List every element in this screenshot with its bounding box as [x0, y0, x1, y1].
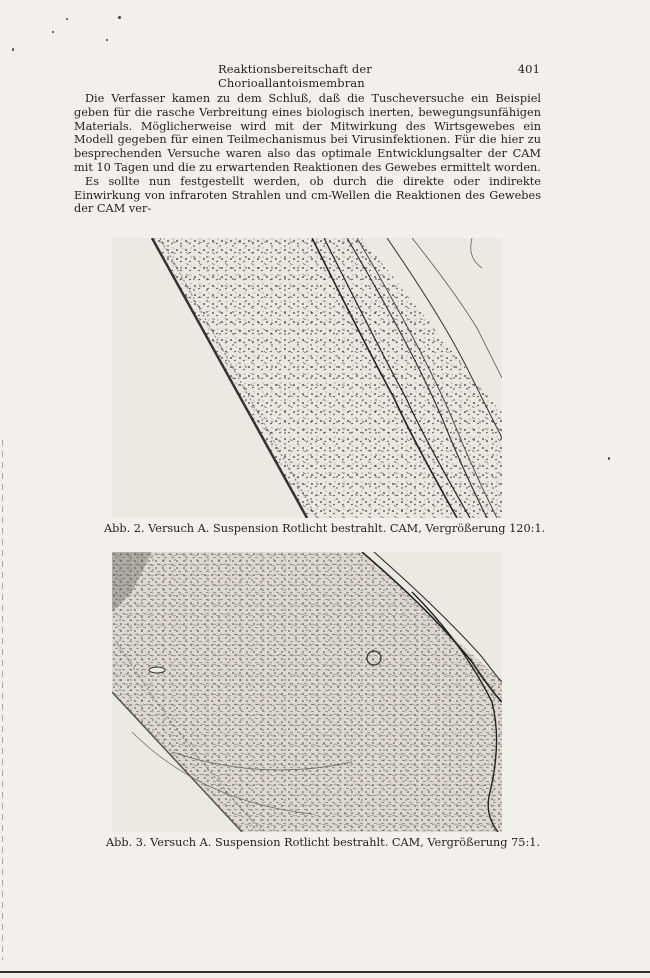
- running-header: [218, 62, 540, 90]
- micrograph-image: [112, 238, 502, 518]
- scan-speck: [12, 48, 14, 51]
- scan-speck: [118, 16, 121, 19]
- running-title: Reaktionsbereitschaft der Chorioallantoismembran: [218, 62, 372, 90]
- scan-margin-artifact: [2, 440, 3, 960]
- figure-micrograph-2: [112, 238, 502, 518]
- paragraph: Die Verfasser kamen zu dem Schluß, daß die Tuscheversuche ein Beispiel geben für die rasche Verbreitung eines biologisch inerten, bewegungsunfähigen Materials. Möglicherweise wird mit der Mitwirkung des Wirtsgewebes ein Modell gegeben für einen Teilmechanismus bei Virusinfektionen. Für die hier zu besprechenden Versuche waren also das optimale Entwicklungsalter der CAM mit 10 Tagen und die zu erwartenden Reaktionen des Gewebes ermittelt worden.: [74, 92, 541, 174]
- figure-caption: Abb. 2. Versuch A. Suspension Rotlicht bestrahlt. CAM, Vergrößerung 120:1.: [104, 522, 546, 535]
- scan-speck: [608, 457, 610, 460]
- scan-bottom-edge: [0, 971, 650, 973]
- scan-speck: [52, 31, 54, 33]
- scan-speck: [106, 39, 108, 41]
- micrograph-image: [112, 552, 502, 832]
- figure-micrograph-3: [112, 552, 502, 832]
- body-text: [74, 92, 541, 216]
- figure-caption: Abb. 3. Versuch A. Suspension Rotlicht bestrahlt. CAM, Vergrößerung 75:1.: [106, 836, 541, 849]
- scan-speck: [66, 18, 68, 20]
- paragraph: Es sollte nun festgestellt werden, ob durch die direkte oder indirekte Einwirkung von infraroten Strahlen und cm-Wellen die Reaktionen des Gewebes der CAM ver-: [74, 174, 541, 216]
- page-number: 401: [517, 62, 540, 76]
